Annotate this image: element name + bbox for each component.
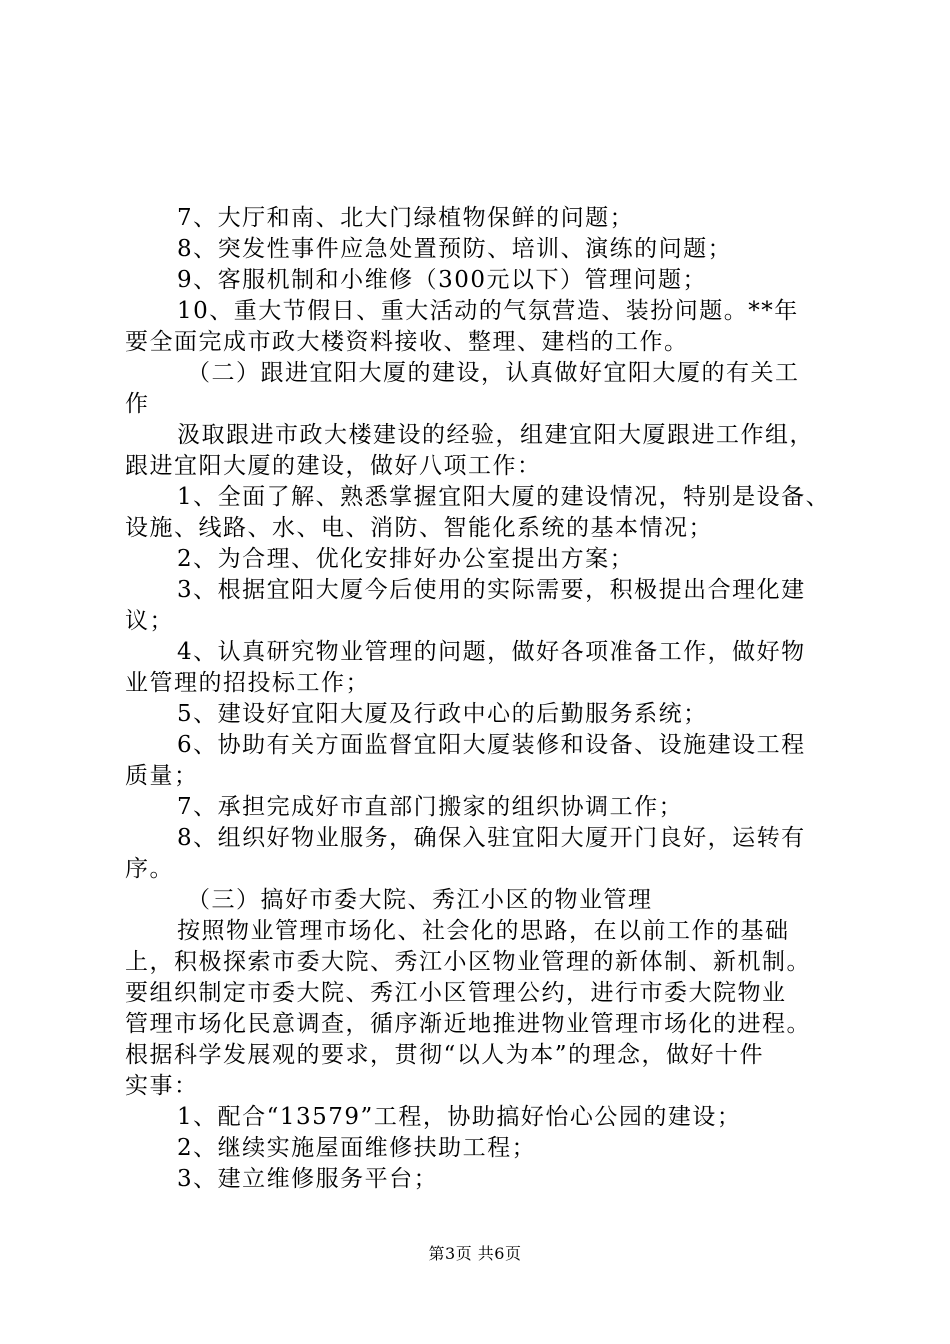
text-line: 议； bbox=[125, 608, 174, 634]
text-line: 实事： bbox=[125, 1073, 199, 1099]
text-line: 设施、线路、水、电、消防、智能化系统的基本情况； bbox=[125, 515, 713, 541]
text-line: 2、继续实施屋面维修扶助工程； bbox=[177, 1135, 537, 1161]
text-line: （三）搞好市委大院、秀江小区的物业管理 bbox=[187, 887, 653, 913]
page-footer: 第3页 共6页 bbox=[428, 1244, 522, 1263]
text-line: 8、组织好物业服务，确保入驻宜阳大厦开门良好，运转有 bbox=[177, 825, 806, 851]
text-line: 作 bbox=[125, 391, 150, 417]
text-line: 质量； bbox=[125, 763, 199, 789]
text-line: 跟进宜阳大厦的建设，做好八项工作： bbox=[125, 453, 542, 479]
text-line: 管理市场化民意调查，循序渐近地推进物业管理市场化的进程。 bbox=[125, 1011, 811, 1037]
text-line: 7、大厅和南、北大门绿植物保鲜的问题； bbox=[177, 205, 635, 231]
text-line: 5、建设好宜阳大厦及行政中心的后勤服务系统； bbox=[177, 701, 708, 727]
text-line: 要组织制定市委大院、秀江小区管理公约，进行市委大院物业 bbox=[125, 980, 787, 1006]
text-line: 6、协助有关方面监督宜阳大厦装修和设备、设施建设工程 bbox=[177, 732, 806, 758]
text-line: 要全面完成市政大楼资料接收、整理、建档的工作。 bbox=[125, 329, 689, 355]
text-line: 8、突发性事件应急处置预防、培训、演练的问题； bbox=[177, 236, 733, 262]
text-line: （二）跟进宜阳大厦的建设，认真做好宜阳大厦的有关工 bbox=[187, 360, 800, 386]
text-line: 2、为合理、优化安排好办公室提出方案； bbox=[177, 546, 635, 572]
text-line: 7、承担完成好市直部门搬家的组织协调工作； bbox=[177, 794, 684, 820]
text-line: 序。 bbox=[125, 856, 174, 882]
text-line: 9、客服机制和小维修（300元以下）管理问题； bbox=[177, 267, 708, 293]
text-line: 按照物业管理市场化、社会化的思路，在以前工作的基础 bbox=[177, 918, 790, 944]
text-line: 4、认真研究物业管理的问题，做好各项准备工作，做好物 bbox=[177, 639, 806, 665]
text-line: 1、配合“13579”工程，协助搞好怡心公园的建设； bbox=[177, 1104, 742, 1130]
text-line: 汲取跟进市政大楼建设的经验，组建宜阳大厦跟进工作组， bbox=[177, 422, 814, 448]
text-line: 根据科学发展观的要求，贯彻“以人为本”的理念，做好十件 bbox=[125, 1042, 765, 1068]
text-line: 3、建立维修服务平台； bbox=[177, 1166, 439, 1192]
text-line: 上，积极探索市委大院、秀江小区物业管理的新体制、新机制。 bbox=[125, 949, 811, 975]
document-body bbox=[125, 203, 835, 1195]
text-line: 10、重大节假日、重大活动的气氛营造、装扮问题。**年 bbox=[177, 298, 799, 324]
text-line: 1、全面了解、熟悉掌握宜阳大厦的建设情况，特别是设备、 bbox=[177, 484, 831, 510]
text-line: 3、根据宜阳大厦今后使用的实际需要，积极提出合理化建 bbox=[177, 577, 806, 603]
text-line: 业管理的招投标工作； bbox=[125, 670, 370, 696]
